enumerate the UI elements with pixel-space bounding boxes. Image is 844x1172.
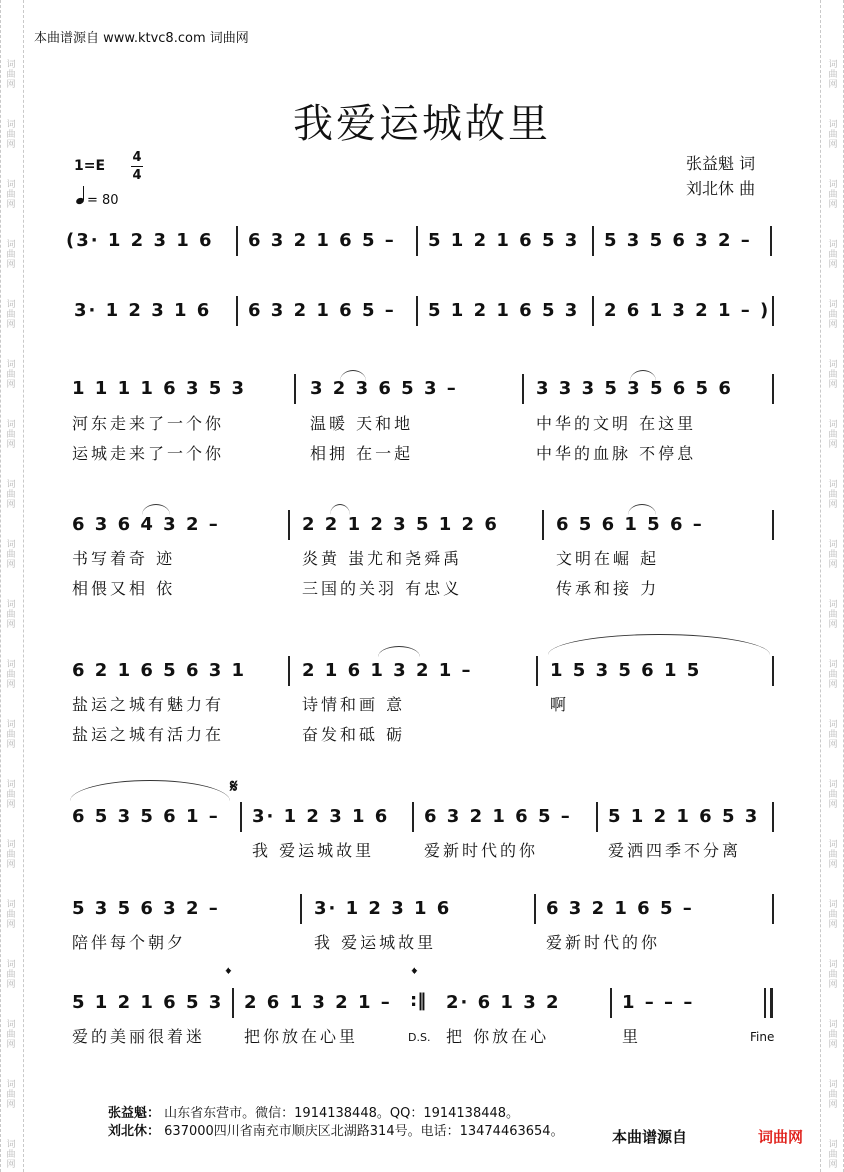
barline: [610, 988, 612, 1018]
phrase-slur: [70, 780, 230, 801]
barline: [770, 226, 772, 256]
repeat-end-barline: :‖: [410, 990, 427, 1011]
watermark-glyph: 词 曲 网: [828, 840, 838, 870]
watermark-glyph: 词 曲 网: [828, 300, 838, 330]
score-measure: 1 – – –: [622, 992, 695, 1013]
score-measure: 6 2 1 6 5 6 3 1: [72, 660, 247, 681]
watermark-glyph: 词 曲 网: [6, 960, 16, 990]
lyric-line: 我 爱运城故里: [252, 841, 375, 860]
ds-marking: D.S.: [408, 1031, 431, 1044]
score-measure: 2 2 1 2 3 5 1 2 6: [302, 514, 499, 535]
lyric-line: 炎黄 蚩尤和尧舜禹: [302, 549, 463, 568]
watermark-glyph: 词 曲 网: [828, 1020, 838, 1050]
watermark-glyph: 词 曲 网: [6, 300, 16, 330]
watermark-glyph: 词 曲 网: [6, 1080, 16, 1110]
barline: [772, 894, 774, 924]
score-measure: 5 1 2 1 6 5 3: [428, 300, 580, 321]
watermark-glyph: 词 曲 网: [828, 1140, 838, 1170]
footer-text: 山东省东营市。微信：1914138448。QQ：1914138448。: [164, 1106, 520, 1121]
barline: [240, 802, 242, 832]
watermark-glyph: 词 曲 网: [828, 60, 838, 90]
lyric-line: 河东走来了一个你: [72, 414, 225, 433]
watermark-glyph: 词 曲 网: [828, 900, 838, 930]
watermark-glyph: 词 曲 网: [6, 120, 16, 150]
barline: [236, 226, 238, 256]
watermark-glyph: 词 曲 网: [6, 660, 16, 690]
barline: [536, 656, 538, 686]
lyric-line: 盐运之城有魅力有: [72, 695, 225, 714]
score-measure: 5 1 2 1 6 5 3: [608, 806, 760, 827]
final-barline: [770, 988, 773, 1018]
watermark-glyph: 词 曲 网: [6, 720, 16, 750]
barline: [288, 510, 290, 540]
barline: [772, 374, 774, 404]
slur: [378, 646, 420, 657]
footer-text: 637000四川省南充市顺庆区北湖路314号。电话：13474463654。: [164, 1124, 564, 1139]
slur: [330, 504, 350, 515]
barline: [522, 374, 524, 404]
score-measure: (3· 1 2 3 1 6: [66, 230, 214, 251]
tempo-value: = 80: [87, 193, 119, 208]
barline: [294, 374, 296, 404]
barline: [416, 296, 418, 326]
score-measure: 2 6 1 3 2 1 –: [244, 992, 392, 1013]
score-measure: 5 1 2 1 6 5 3: [72, 992, 224, 1013]
tempo-marking: [76, 193, 119, 208]
watermark-glyph: 词 曲 网: [828, 960, 838, 990]
lyric-line: 运城走来了一个你: [72, 444, 225, 463]
lyricist-credit: 张益魁 词: [686, 154, 756, 173]
watermark-glyph: 词 曲 网: [6, 180, 16, 210]
slur: [628, 504, 656, 515]
watermark-glyph: 词 曲 网: [828, 240, 838, 270]
barline: [300, 894, 302, 924]
score-measure: 5 3 5 6 3 2 –: [604, 230, 752, 251]
barline: [772, 510, 774, 540]
score-measure: 1 5 3 5 6 1 5: [550, 660, 702, 681]
score-measure: 2· 6 1 3 2: [446, 992, 561, 1013]
lyric-line: 书写着奇 迹: [72, 549, 176, 568]
watermark-glyph: 词 曲 网: [6, 900, 16, 930]
watermark-glyph: 词 曲 网: [828, 720, 838, 750]
segno-sign: 𝄋: [230, 776, 238, 797]
slur: [142, 504, 170, 515]
lyric-line: 啊: [550, 695, 570, 714]
score-measure: 5 1 2 1 6 5 3: [428, 230, 580, 251]
score-measure: 1 1 1 1 6 3 5 3: [72, 378, 247, 399]
barline: [542, 510, 544, 540]
watermark-glyph: 词 曲 网: [6, 240, 16, 270]
time-signature-bottom: 4: [132, 168, 142, 183]
barline: [764, 988, 766, 1018]
watermark-glyph: 词 曲 网: [828, 780, 838, 810]
lyric-line: 诗情和画 意: [302, 695, 406, 714]
footer-name: 刘北休：: [108, 1124, 161, 1139]
score-measure: 6 3 6 4 3 2 –: [72, 514, 220, 535]
lyric-line: 里: [622, 1027, 642, 1046]
lyric-line: 相偎又相 依: [72, 579, 176, 598]
barline: [592, 226, 594, 256]
time-signature-top: 4: [132, 150, 142, 165]
lyric-line: 文明在崛 起: [556, 549, 660, 568]
composer-credit: 刘北休 曲: [686, 179, 756, 198]
score-measure: 6 3 2 1 6 5 –: [424, 806, 572, 827]
score-measure: 6 3 2 1 6 5 –: [248, 300, 396, 321]
barline: [596, 802, 598, 832]
score-measure: 3 2 3 6 5 3 –: [310, 378, 458, 399]
slur: [630, 370, 656, 381]
score-measure: 3· 1 2 3 1 6: [314, 898, 452, 919]
watermark-glyph: 词 曲 网: [828, 480, 838, 510]
lyric-line: 爱新时代的你: [546, 933, 661, 952]
watermark-glyph: 词 曲 网: [6, 600, 16, 630]
barline: [772, 296, 774, 326]
barline: [412, 802, 414, 832]
lyric-line: 奋发和砥 砺: [302, 725, 406, 744]
barline: [416, 226, 418, 256]
score-measure: 2 6 1 3 2 1 – ): [604, 300, 771, 321]
watermark-glyph: 词 曲 网: [6, 420, 16, 450]
right-watermark-band: [820, 0, 844, 1172]
lyric-line: 爱的美丽很着迷: [72, 1027, 206, 1046]
lyric-line: 温暖 天和地: [310, 414, 414, 433]
key-signature: 1=E: [74, 158, 106, 174]
lyric-line: 把 你放在心: [446, 1027, 550, 1046]
watermark-glyph: 词 曲 网: [6, 1140, 16, 1170]
watermark-glyph: 词 曲 网: [828, 120, 838, 150]
watermark-glyph: 词 曲 网: [828, 360, 838, 390]
watermark-glyph: 词 曲 网: [828, 540, 838, 570]
barline: [772, 802, 774, 832]
barline: [592, 296, 594, 326]
watermark-glyph: 词 曲 网: [828, 420, 838, 450]
lyric-line: 陪伴每个朝夕: [72, 933, 187, 952]
score-measure: 3 3 3 5 3 5 6 5 6: [536, 378, 733, 399]
score-measure: 6 3 2 1 6 5 –: [248, 230, 396, 251]
watermark-glyph: 词 曲 网: [828, 660, 838, 690]
lyric-line: 我 爱运城故里: [314, 933, 437, 952]
slur: [340, 370, 366, 381]
lyric-line: 三国的关羽 有忠义: [302, 579, 463, 598]
fine-marking: Fine: [750, 1030, 775, 1044]
source-site-line: 本曲谱源自 www.ktvc8.com 词曲网: [34, 31, 249, 46]
watermark-glyph: 词 曲 网: [6, 60, 16, 90]
score-measure: 3· 1 2 3 1 6: [74, 300, 212, 321]
score-measure: 6 5 3 5 6 1 –: [72, 806, 220, 827]
watermark-glyph: 词 曲 网: [828, 180, 838, 210]
coda-sign: 𝄌: [412, 966, 417, 982]
watermark-glyph: 词 曲 网: [828, 1080, 838, 1110]
lyric-line: 把你放在心里: [244, 1027, 359, 1046]
lyric-line: 盐运之城有活力在: [72, 725, 225, 744]
footer-brand-source: 本曲谱源自: [612, 1128, 688, 1146]
watermark-glyph: 词 曲 网: [6, 360, 16, 390]
score-measure: 6 3 2 1 6 5 –: [546, 898, 694, 919]
lyric-line: 传承和接 力: [556, 579, 660, 598]
score-measure: 2 1 6 1 3 2 1 –: [302, 660, 473, 681]
barline: [534, 894, 536, 924]
lyric-line: 爱洒四季不分离: [608, 841, 742, 860]
watermark-glyph: 词 曲 网: [828, 600, 838, 630]
barline: [236, 296, 238, 326]
watermark-glyph: 词 曲 网: [6, 840, 16, 870]
watermark-glyph: 词 曲 网: [6, 780, 16, 810]
watermark-glyph: 词 曲 网: [6, 1020, 16, 1050]
footer-name: 张益魁：: [108, 1106, 161, 1121]
score-measure: 3· 1 2 3 1 6: [252, 806, 390, 827]
score-measure: 6 5 6 1 5 6 –: [556, 514, 704, 535]
lyric-line: 中华的血脉 不停息: [536, 444, 697, 463]
score-measure: 5 3 5 6 3 2 –: [72, 898, 220, 919]
lyric-line: 相拥 在一起: [310, 444, 414, 463]
left-watermark-band: [0, 0, 24, 1172]
phrase-slur: [548, 634, 770, 655]
time-signature: [130, 150, 144, 183]
footer-contact-lyricist: [108, 1102, 519, 1121]
footer-brand-logo: 词曲网: [758, 1128, 804, 1146]
watermark-glyph: 词 曲 网: [6, 480, 16, 510]
barline: [288, 656, 290, 686]
song-title: 我爱运城故里: [293, 101, 551, 147]
barline: [772, 656, 774, 686]
watermark-glyph: 词 曲 网: [6, 540, 16, 570]
lyric-line: 爱新时代的你: [424, 841, 539, 860]
barline: [232, 988, 234, 1018]
footer-contact-composer: [108, 1120, 564, 1139]
coda-sign: 𝄌: [226, 966, 231, 982]
lyric-line: 中华的文明 在这里: [536, 414, 697, 433]
